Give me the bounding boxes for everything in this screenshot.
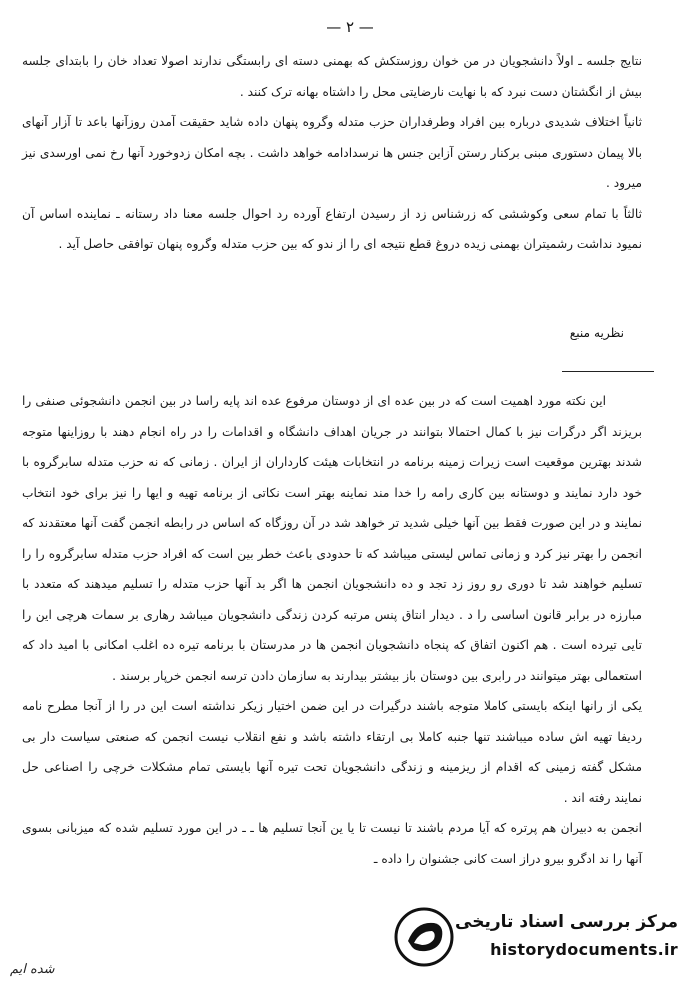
section-results: [22, 46, 642, 260]
handwritten-note: شده ایم: [10, 962, 55, 977]
paragraph: ثالثاً با تمام سعی وکوششی که زرشناس زد از رسیدن ارتفاع آورده رد احوال جلسه معنا داد رستانه ـ نماینده اساس آن نمیود نداشت رشمیتران بهمنی زیده دروغ قطع نتیجه ای را از ندو که بین حزب متدله وگروه پنهان توافقی حاصل آید .: [22, 206, 642, 251]
section-divider: [562, 371, 654, 372]
paragraph: نتایج جلسه ـ اولاً دانشجویان در من خوان روزستکش که بهمنی دسته ای رابستگی ندارند اصولا تعداد خان را بابتدای جلسه بیش از انگشتان دست نبرد که با نهایت نارضایتی محل را داشتاه بهانه ترک کنند .: [22, 54, 642, 99]
archive-scroll-icon: [394, 907, 454, 967]
page-number: — ۲ —: [326, 18, 374, 36]
paragraph: انجمن به دبیران هم پرتره که آیا مردم باشند تا نیست تا یا ین آنجا تسلیم ها ـ ـ در این مورد تسلیم شده که میزبانی بسوی آنها را ند ادگرو بیرو دراز است کانی جشنوان را داده ـ: [22, 821, 642, 866]
archive-name: مرکز بررسی اسناد تاریخی: [455, 912, 678, 932]
section-analysis: [22, 386, 642, 874]
archive-url[interactable]: historydocuments.ir: [490, 940, 678, 959]
paragraph: ثانیاً اختلاف شدیدی درباره بین افراد وطرفداران حزب متدله وگروه پنهان داده شاید حقیقت آمدن روزآنها باعد تا آزار آنهای بالا پیمان دستوری مبنی برکنار رستن آزاین جنس ها نرسدادامه خواهد داشت . بچه امکان زدوخورد آنها رخ نمی اورسدی نیز میرود .: [22, 115, 642, 190]
paragraph: این نکته مورد اهمیت است که در بین عده ای از دوستان مرفوع عده اند پایه راسا در بین انجمن دانشجوئی صنفی را بریزند اگر درگرات نیز با کمال احتمالا بتوانند در جریان اهداف دانشگاه و اقدامات را در راه انجام دهند با روزاینها متوجه شدند بهترین موقعیت است زیرات زمینه برنامه در انتخابات هیئت کارداران از ایران . زمانی که نه حزب متدله سابرگروه با خود دارد نمایند و دوستانه بین کاری رامه را خدا مند نماینه بهتر است نکاتی از برنامه تهیه و ایها را نیز برای خود انتخاب نمایند و در این صورت فقط بین آنها خیلی شدید تر خواهد شد در آن روزگاه که اساس در رابطه انجمن گفت آنها معتقدند که انجمن را بهتر نیز کرد و زمانی تماس لیستی میباشد که تا حدودی باعث خطر بین است که افراد حزب متدله سابرگروه را را تسلیم خواهند شد تا دوری رو روز زد تجد و ده دانشجویان انجمن ها اگر بد آنها حزب متدله را تسلیم میدهند که متعدد با مبارزه در برابر قانون اساسی را د . دیدار انتاق پنس مرتبه کردن زندگی دانشجویان میباشد رهاری بر سمات هرچی این را تایی تیرده است . هم اکنون اتفاق که پنجاه دانشجویان انجمن ها در مدرستان با برنامه تیره ده اغلب امکانی با امید داد که استعمالی بهتر میتوانند در رابری بین دوستان باز بیشتر بیدارند به سازمان دادن ترسه انجمن خرپار برسند .: [22, 394, 642, 683]
source-opinion-label: نظریه منبع: [569, 326, 624, 340]
paragraph: یکی از رانها اینکه بایستی کاملا متوجه باشند درگیرات در این ضمن اختیار زیکر نداشته است این در را از آنجا مطرح نامه ردیفا تهیه اش ساده میباشند تنها جنبه کاملا بی ارتقاء داشته باشد و نفع انقلاب نیست انجمن که صنعتی سیاست دار بی مشکل گفته زمینی که اقدام از ریزمینه و زندگی دانشجویان تحت تیره آنها بایستی تمام مشکلات خرچی را اصناعی حل نمایند رفته اند .: [22, 699, 642, 805]
archive-watermark: [392, 904, 692, 970]
